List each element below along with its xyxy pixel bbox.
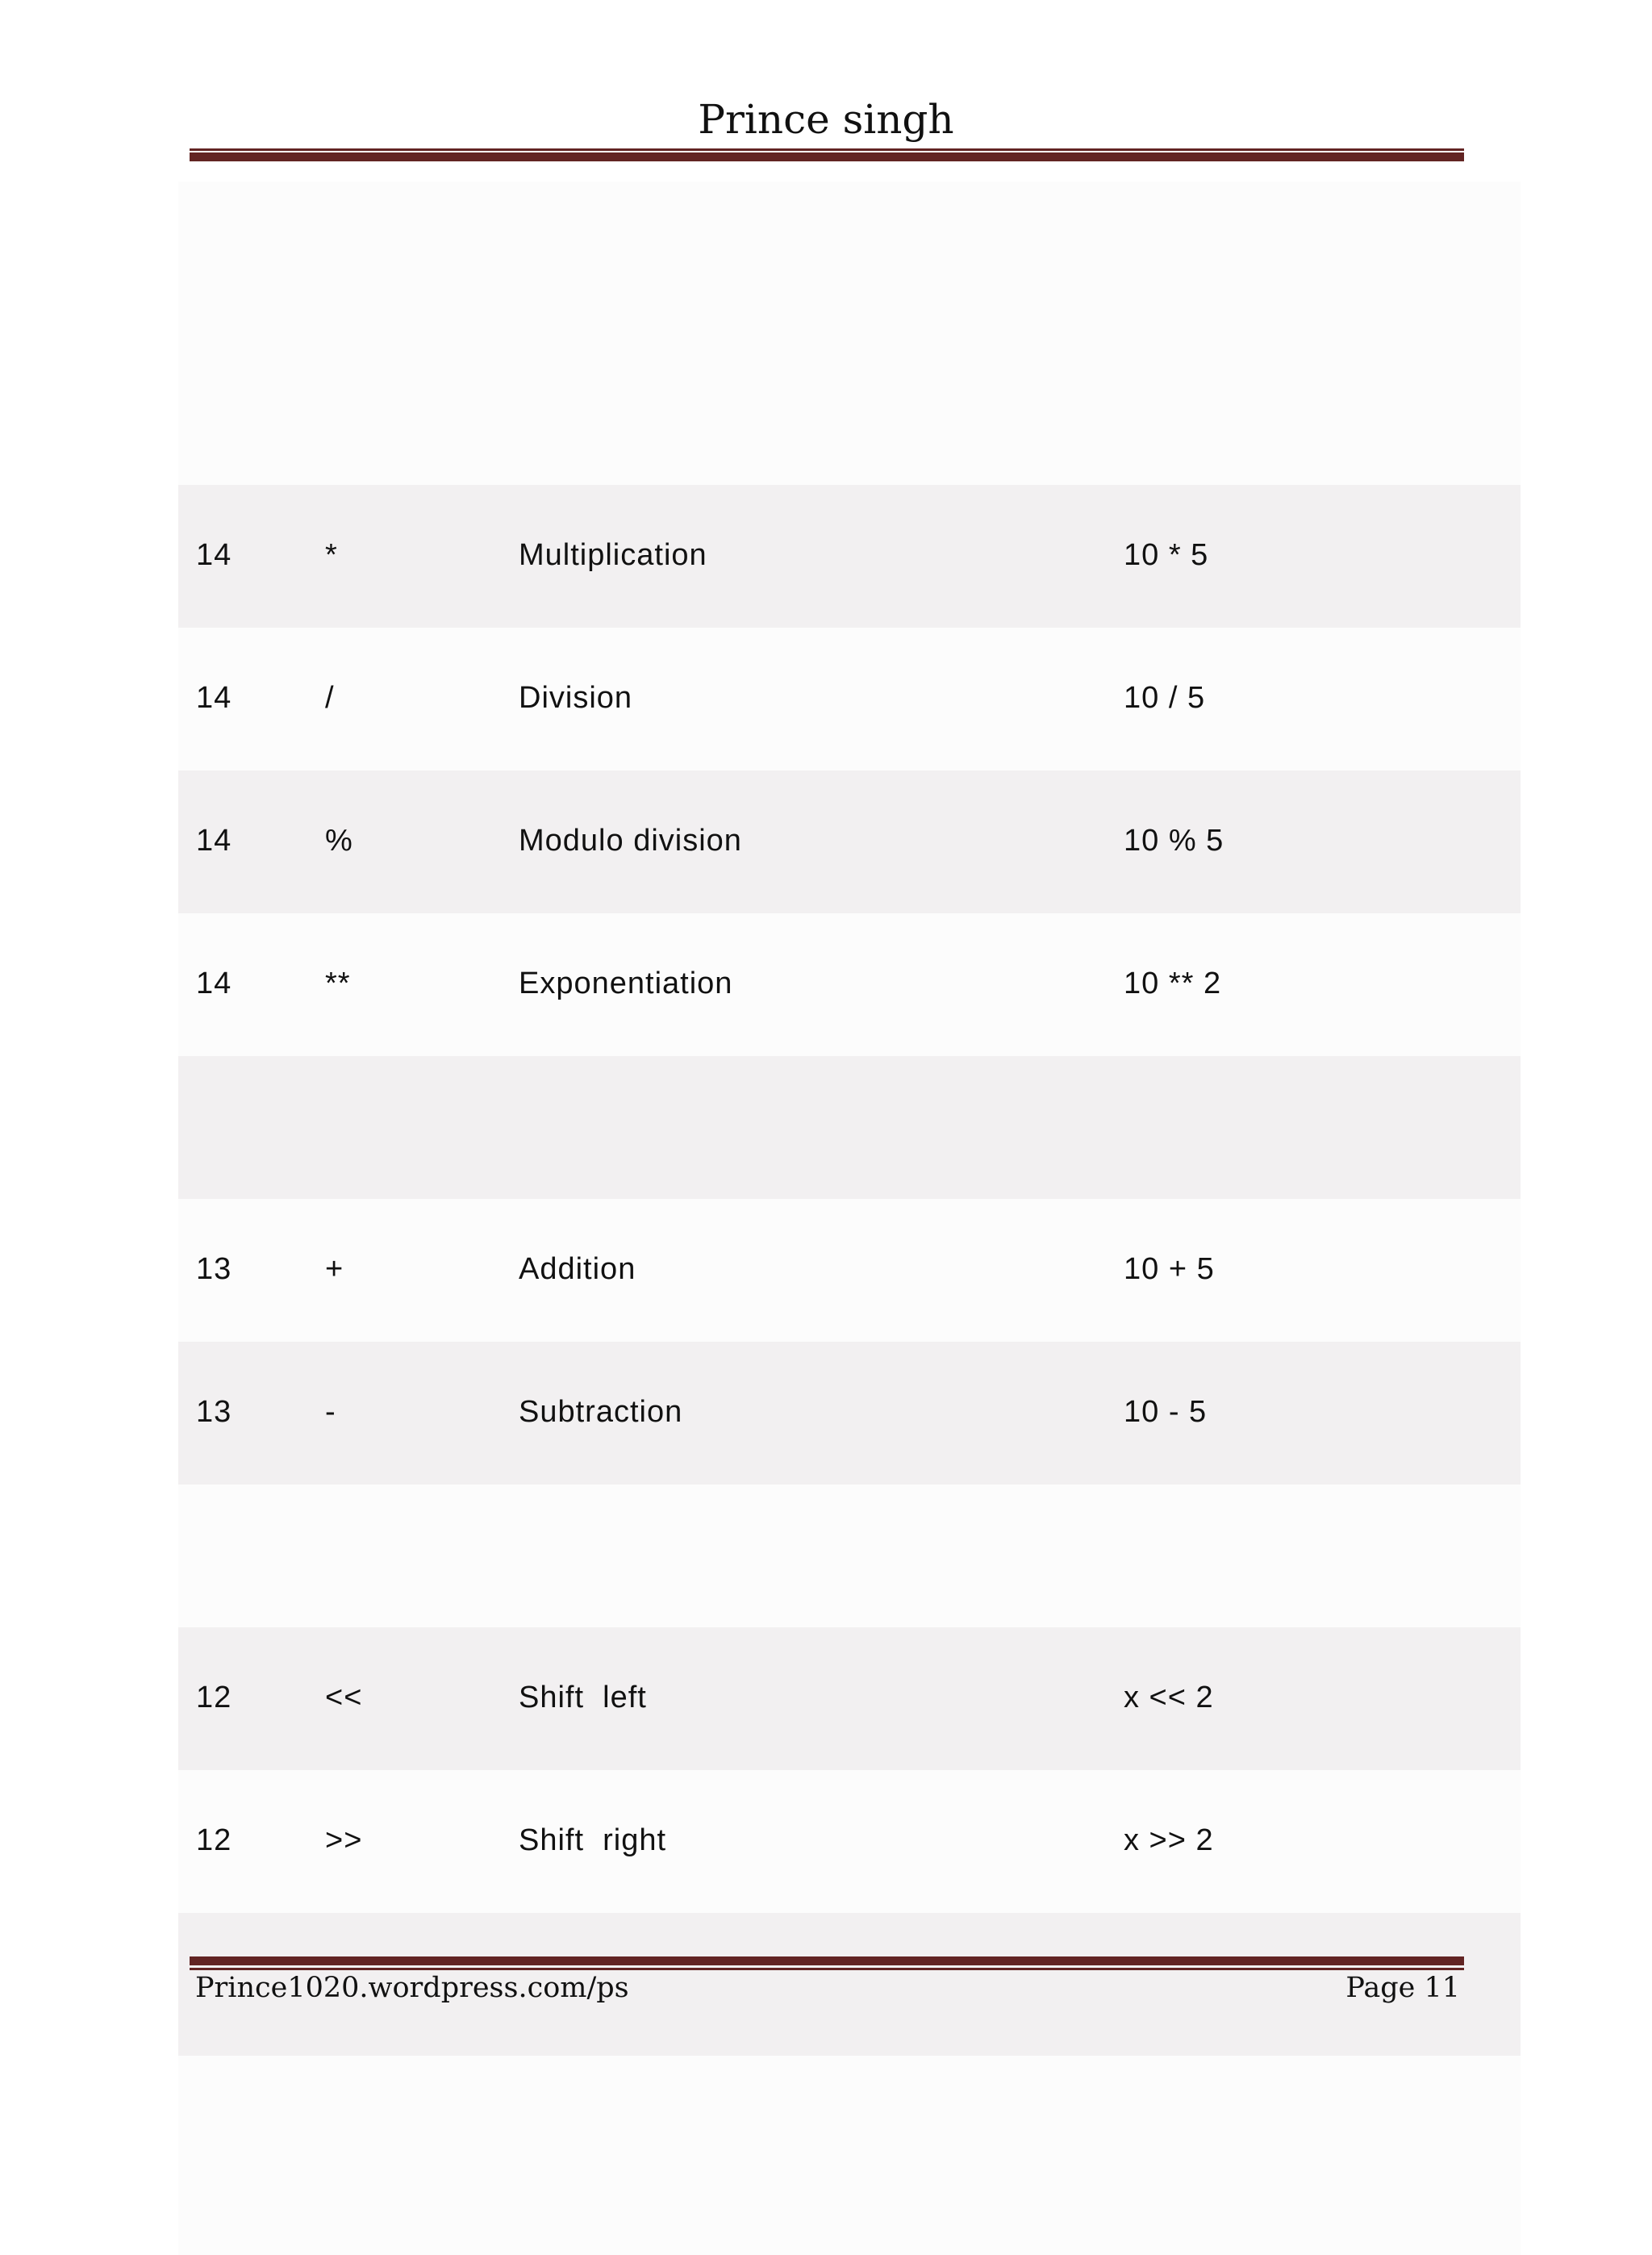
table-row	[178, 1199, 1521, 1342]
precedence-cell: 14	[196, 824, 232, 858]
description-cell: Shift left	[519, 1681, 647, 1714]
table-row	[178, 770, 1521, 913]
table-row	[178, 1485, 1521, 1627]
table-row	[178, 1342, 1521, 1485]
precedence-cell: 12	[196, 1823, 232, 1857]
table-row	[178, 628, 1521, 770]
example-cell: 10 * 5	[1124, 538, 1209, 572]
operator-cell: -	[325, 1395, 336, 1429]
description-cell: Division	[519, 681, 633, 715]
precedence-cell: 13	[196, 1252, 232, 1286]
example-cell: 10 + 5	[1124, 1252, 1215, 1286]
operator-cell: <<	[325, 1681, 363, 1714]
example-cell: 10 / 5	[1124, 681, 1206, 715]
description-cell: Shift right	[519, 1823, 667, 1857]
table-row	[178, 1770, 1521, 1913]
page-title: Prince singh	[698, 96, 954, 143]
example-cell: 10 - 5	[1124, 1395, 1208, 1429]
example-cell: x << 2	[1124, 1681, 1214, 1714]
example-cell: 10 ** 2	[1124, 967, 1222, 1000]
operator-cell: /	[325, 681, 335, 715]
operator-cell: +	[325, 1252, 344, 1286]
footer-website: Prince1020.wordpress.com/ps	[195, 1972, 629, 2004]
table-row	[178, 342, 1521, 485]
description-cell: Subtraction	[519, 1395, 683, 1429]
footer-rule-thick	[190, 1956, 1464, 1965]
header-rule-thin	[190, 148, 1464, 151]
table-row	[178, 485, 1521, 628]
table-row	[178, 1627, 1521, 1770]
precedence-cell: 14	[196, 967, 232, 1000]
description-cell: Modulo division	[519, 824, 742, 858]
description-cell: Exponentiation	[519, 967, 733, 1000]
example-cell: x >> 2	[1124, 1823, 1214, 1857]
precedence-cell: 13	[196, 1395, 232, 1429]
description-cell: Addition	[519, 1252, 636, 1286]
precedence-cell: 14	[196, 538, 232, 572]
page-number: Page 11	[1345, 1972, 1460, 2004]
operator-cell: **	[325, 967, 351, 1000]
operator-cell: %	[325, 824, 353, 858]
operator-cell: >>	[325, 1823, 363, 1857]
table-row	[178, 913, 1521, 1056]
precedence-cell: 14	[196, 681, 232, 715]
operator-cell: *	[325, 538, 338, 572]
example-cell: 10 % 5	[1124, 824, 1224, 858]
operator-table	[178, 342, 1521, 2056]
header-rule-thick	[190, 152, 1464, 161]
precedence-cell: 12	[196, 1681, 232, 1714]
table-row	[178, 1056, 1521, 1199]
description-cell: Multiplication	[519, 538, 707, 572]
